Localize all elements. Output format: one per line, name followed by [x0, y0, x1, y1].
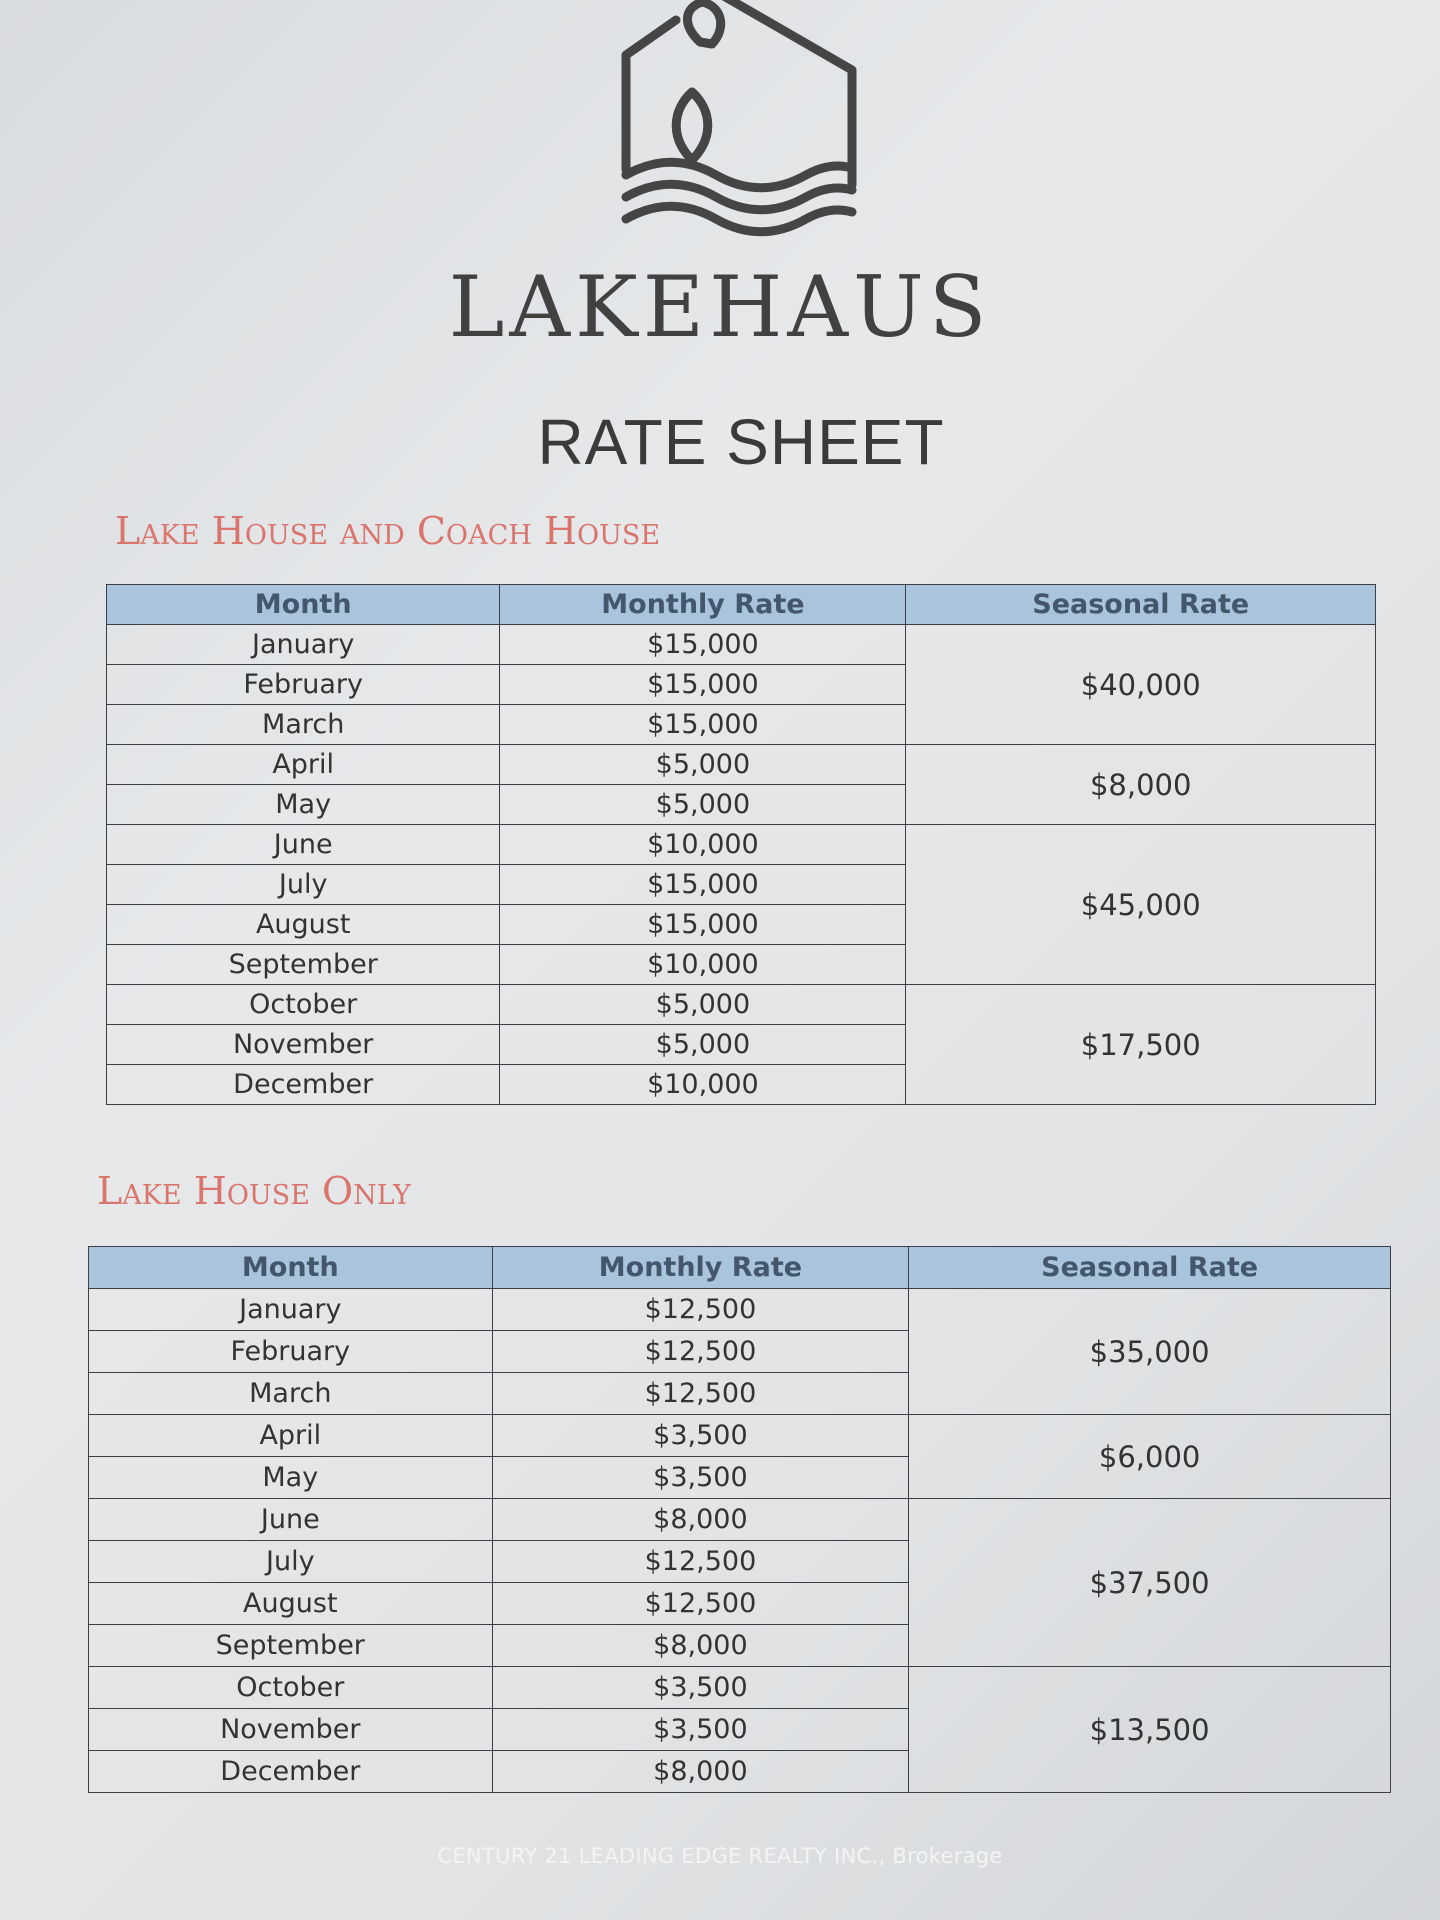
monthly-rate-cell: $3,500 — [492, 1667, 909, 1709]
month-cell: December — [107, 1065, 500, 1105]
table-row — [107, 745, 1376, 785]
monthly-rate-cell: $10,000 — [500, 945, 906, 985]
monthly-rate-cell: $3,500 — [492, 1457, 909, 1499]
month-cell: October — [89, 1667, 493, 1709]
month-cell: April — [107, 745, 500, 785]
month-cell: May — [89, 1457, 493, 1499]
month-column-header: Month — [107, 585, 500, 625]
monthly-rate-column-header: Monthly Rate — [492, 1247, 909, 1289]
monthly-rate-cell: $15,000 — [500, 625, 906, 665]
table-row — [107, 625, 1376, 665]
seasonal-rate-column-header: Seasonal Rate — [909, 1247, 1391, 1289]
month-cell: April — [89, 1415, 493, 1457]
month-cell: February — [107, 665, 500, 705]
month-cell: August — [89, 1583, 493, 1625]
seasonal-rate-cell: $13,500 — [909, 1667, 1391, 1793]
month-cell: November — [89, 1709, 493, 1751]
seasonal-rate-column-header: Seasonal Rate — [906, 585, 1376, 625]
month-cell: June — [89, 1499, 493, 1541]
month-cell: September — [89, 1625, 493, 1667]
monthly-rate-cell: $12,500 — [492, 1373, 909, 1415]
monthly-rate-cell: $5,000 — [500, 985, 906, 1025]
brokerage-footer: CENTURY 21 LEADING EDGE REALTY INC., Brokerage — [437, 1844, 1003, 1868]
monthly-rate-cell: $12,500 — [492, 1289, 909, 1331]
monthly-rate-cell: $15,000 — [500, 865, 906, 905]
seasonal-rate-cell: $40,000 — [906, 625, 1376, 745]
rate-table-lake-house-only — [88, 1246, 1391, 1793]
monthly-rate-cell: $15,000 — [500, 905, 906, 945]
monthly-rate-cell: $5,000 — [500, 745, 906, 785]
monthly-rate-cell: $8,000 — [492, 1751, 909, 1793]
seasonal-rate-cell: $6,000 — [909, 1415, 1391, 1499]
monthly-rate-cell: $12,500 — [492, 1583, 909, 1625]
house-leaf-waves-icon — [612, 0, 862, 245]
table-row — [89, 1415, 1391, 1457]
monthly-rate-column-header: Monthly Rate — [500, 585, 906, 625]
seasonal-rate-cell: $45,000 — [906, 825, 1376, 985]
month-cell: September — [107, 945, 500, 985]
page-title: RATE SHEET — [537, 406, 945, 478]
table-row — [107, 825, 1376, 865]
month-cell: July — [89, 1541, 493, 1583]
table-header-row — [89, 1247, 1391, 1289]
monthly-rate-cell: $3,500 — [492, 1415, 909, 1457]
table-row — [89, 1499, 1391, 1541]
monthly-rate-cell: $12,500 — [492, 1541, 909, 1583]
monthly-rate-cell: $12,500 — [492, 1331, 909, 1373]
month-cell: May — [107, 785, 500, 825]
monthly-rate-cell: $3,500 — [492, 1709, 909, 1751]
table-header-row — [107, 585, 1376, 625]
seasonal-rate-cell: $35,000 — [909, 1289, 1391, 1415]
month-cell: January — [107, 625, 500, 665]
seasonal-rate-cell: $8,000 — [906, 745, 1376, 825]
section-title-lake-house-only: Lake House Only — [97, 1169, 411, 1213]
month-cell: March — [89, 1373, 493, 1415]
month-cell: July — [107, 865, 500, 905]
month-cell: February — [89, 1331, 493, 1373]
brand-name: LAKEHAUS — [448, 258, 992, 356]
monthly-rate-cell: $5,000 — [500, 1025, 906, 1065]
seasonal-rate-cell: $37,500 — [909, 1499, 1391, 1667]
month-cell: January — [89, 1289, 493, 1331]
monthly-rate-cell: $5,000 — [500, 785, 906, 825]
monthly-rate-cell: $10,000 — [500, 825, 906, 865]
month-cell: August — [107, 905, 500, 945]
month-column-header: Month — [89, 1247, 493, 1289]
month-cell: November — [107, 1025, 500, 1065]
monthly-rate-cell: $8,000 — [492, 1625, 909, 1667]
month-cell: March — [107, 705, 500, 745]
monthly-rate-cell: $15,000 — [500, 705, 906, 745]
table-row — [107, 985, 1376, 1025]
month-cell: December — [89, 1751, 493, 1793]
month-cell: June — [107, 825, 500, 865]
seasonal-rate-cell: $17,500 — [906, 985, 1376, 1105]
month-cell: October — [107, 985, 500, 1025]
section-title-lake-and-coach-house: Lake House and Coach House — [115, 509, 661, 553]
monthly-rate-cell: $15,000 — [500, 665, 906, 705]
table-row — [89, 1289, 1391, 1331]
monthly-rate-cell: $10,000 — [500, 1065, 906, 1105]
monthly-rate-cell: $8,000 — [492, 1499, 909, 1541]
table-row — [89, 1667, 1391, 1709]
rate-table-lake-and-coach-house — [106, 584, 1376, 1105]
